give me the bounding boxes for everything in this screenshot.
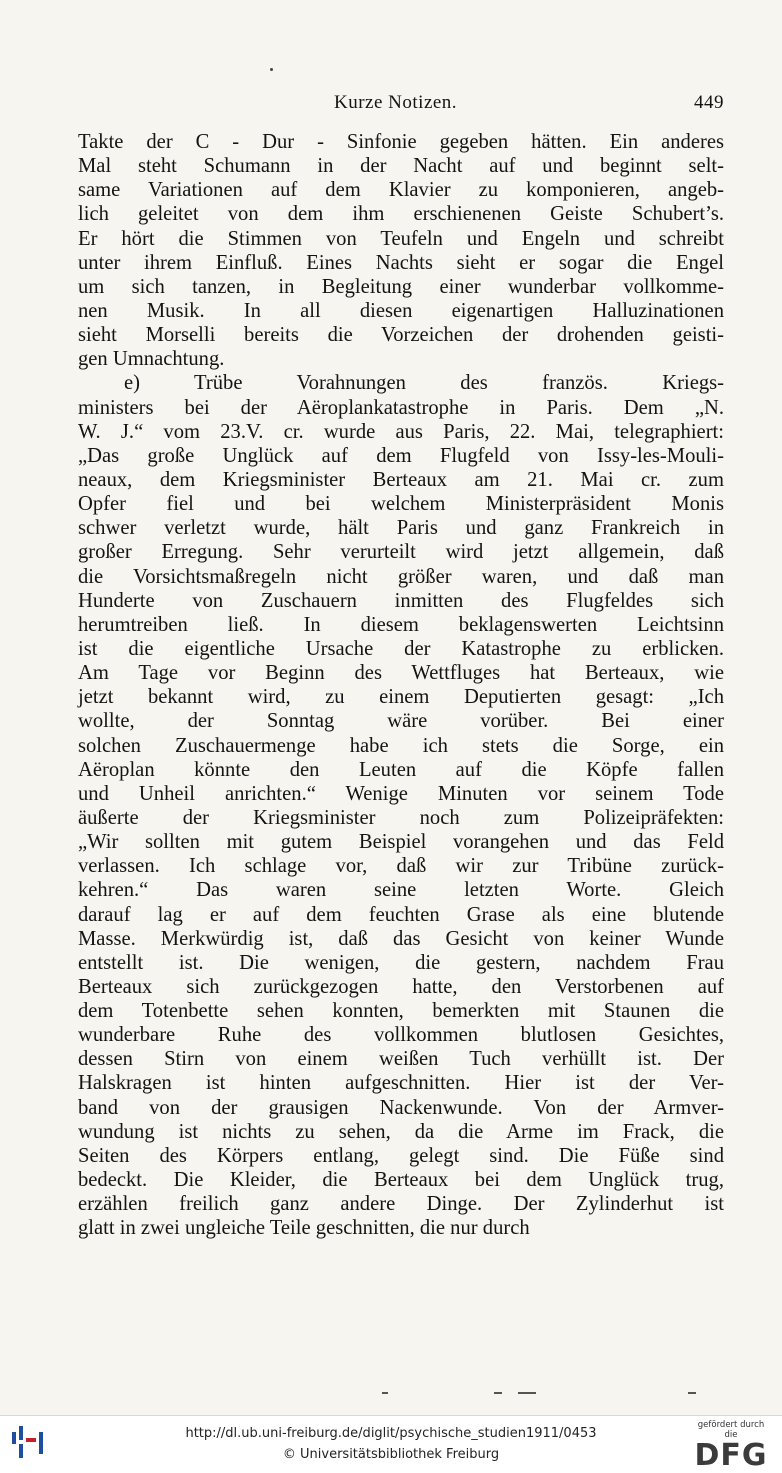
text-line: Am Tage vor Beginn des Wettfluges hat Berteaux, wie <box>78 662 724 685</box>
text-line: unter ihrem Einfluß. Eines Nachts sieht er sogar die Engel <box>78 251 724 274</box>
text-line: um sich tanzen, in Begleitung einer wunderbar vollkomme- <box>78 275 724 298</box>
text-line: erzählen freilich ganz andere Dinge. Der Zylinderhut ist <box>78 1193 724 1216</box>
text-line: Mal steht Schumann in der Nacht auf und beginnt selt- <box>78 155 724 178</box>
text-line: dem Totenbette sehen konnten, bemerkten mit Staunen die <box>78 1000 724 1023</box>
dfg-caption: gefördert durch die <box>697 1420 765 1440</box>
text-line: darauf lag er auf dem feuchten Grase als eine blutende <box>78 903 724 926</box>
text-line: wollte, der Sonntag wäre vorüber. Bei einer <box>78 710 724 733</box>
bottom-mark <box>494 1392 502 1394</box>
text-line: äußerte der Kriegsminister noch zum Polizeipräfekten: <box>78 806 724 829</box>
text-line: die Vorsichtsmaßregeln nicht größer waren, und daß man <box>78 565 724 588</box>
text-line: sieht Morselli bereits die Vorzeichen der drohenden geisti- <box>78 324 724 347</box>
text-line: same Variationen auf dem Klavier zu komponieren, angeb- <box>78 179 724 202</box>
permalink-url[interactable]: http://dl.ub.uni-freiburg.de/diglit/psychische_studien1911/0453 <box>185 1426 597 1441</box>
text-line: „Wir sollten mit gutem Beispiel vorangehen und das Feld <box>78 831 724 854</box>
text-line: W. J.“ vom 23.V. cr. wurde aus Paris, 22. Mai, telegraphiert: <box>78 420 724 443</box>
dfg-mark: DFG <box>694 1438 768 1473</box>
text-line: neaux, dem Kriegsminister Berteaux am 21. Mai cr. zum <box>78 468 724 491</box>
page-number: 449 <box>694 92 724 113</box>
text-line: ministers bei der Aëroplankatastrophe in Paris. Dem „N. <box>78 396 724 419</box>
text-line: Takte der C - Dur - Sinfonie gegeben hätten. Ein anderes <box>78 131 724 153</box>
text-line: lich geleitet von dem ihm erschienenen Geiste Schubert’s. <box>78 203 724 226</box>
dfg-logo[interactable] <box>690 1420 772 1473</box>
footer-bar <box>0 1415 782 1473</box>
text-line: kehren.“ Das waren seine letzten Worte. Gleich <box>78 879 724 902</box>
text-line: Aëroplan könnte den Leuten auf die Köpfe fallen <box>78 758 724 781</box>
text-line: nen Musik. In all diesen eigenartigen Halluzinationen <box>78 299 724 322</box>
text-line: wunderbare Ruhe des vollkommen blutlosen Gesichtes, <box>78 1024 724 1047</box>
text-line: gen Umnachtung. <box>78 348 225 371</box>
text-line: großer Erregung. Sehr verurteilt wird jetzt allgemein, daß <box>78 541 724 564</box>
text-line: entstellt ist. Die wenigen, die gestern, nachdem Frau <box>78 951 724 974</box>
text-line: Opfer fiel und bei welchem Ministerpräsident Monis <box>78 493 724 516</box>
running-title: Kurze Notizen. <box>334 92 458 113</box>
text-line: band von der grausigen Nackenwunde. Von der Armver- <box>78 1096 724 1119</box>
bottom-mark <box>518 1392 536 1394</box>
text-line: bedeckt. Die Kleider, die Berteaux bei dem Unglück trug, <box>78 1169 724 1192</box>
text-line: verlassen. Ich schlage vor, daß wir zur Tribüne zurück- <box>78 855 724 878</box>
bottom-mark <box>688 1392 696 1394</box>
text-line: und Unheil anrichten.“ Wenige Minuten vor seinem Tode <box>78 782 724 805</box>
text-line: e) Trübe Vorahnungen des französ. Kriegs- <box>124 372 724 395</box>
text-line: schwer verletzt wurde, hält Paris und ganz Frankreich in <box>78 517 724 540</box>
bottom-mark <box>382 1392 388 1394</box>
running-head <box>78 92 724 118</box>
text-line: wundung ist nichts zu sehen, da die Arme im Frack, die <box>78 1120 724 1143</box>
text-line: Hunderte von Zuschauern inmitten des Flugfeldes sich <box>78 589 724 612</box>
text-line: ist die eigentliche Ursache der Katastrophe zu erblicken. <box>78 637 724 660</box>
text-line: Masse. Merkwürdig ist, daß das Gesicht von keiner Wunde <box>78 927 724 950</box>
scan-speck <box>270 68 273 71</box>
text-line: jetzt bekannt wird, zu einem Deputierten gesagt: „Ich <box>78 686 724 709</box>
text-line: „Das große Unglück auf dem Flugfeld von Issy-les-Mouli- <box>78 444 724 467</box>
text-line: Berteaux sich zurückgezogen hatte, den Verstorbenen auf <box>78 975 724 998</box>
text-line: dessen Stirn von einem weißen Tuch verhüllt ist. Der <box>78 1048 724 1071</box>
text-line: Er hört die Stimmen von Teufeln und Engeln und schreibt <box>78 227 724 250</box>
text-line: glatt in zwei ungleiche Teile geschnitten, die nur durch <box>78 1217 530 1240</box>
text-line: Halskragen ist hinten aufgeschnitten. Hier ist der Ver- <box>78 1072 724 1095</box>
text-line: herumtreiben ließ. In diesem beklagenswerten Leichtsinn <box>78 613 724 636</box>
text-line: solchen Zuschauermenge habe ich stets die Sorge, ein <box>78 734 724 757</box>
text-line: Seiten des Körpers entlang, gelegt sind. Die Füße sind <box>78 1144 724 1167</box>
copyright-notice: © Universitätsbibliothek Freiburg <box>282 1447 500 1462</box>
body-text <box>78 130 724 1240</box>
